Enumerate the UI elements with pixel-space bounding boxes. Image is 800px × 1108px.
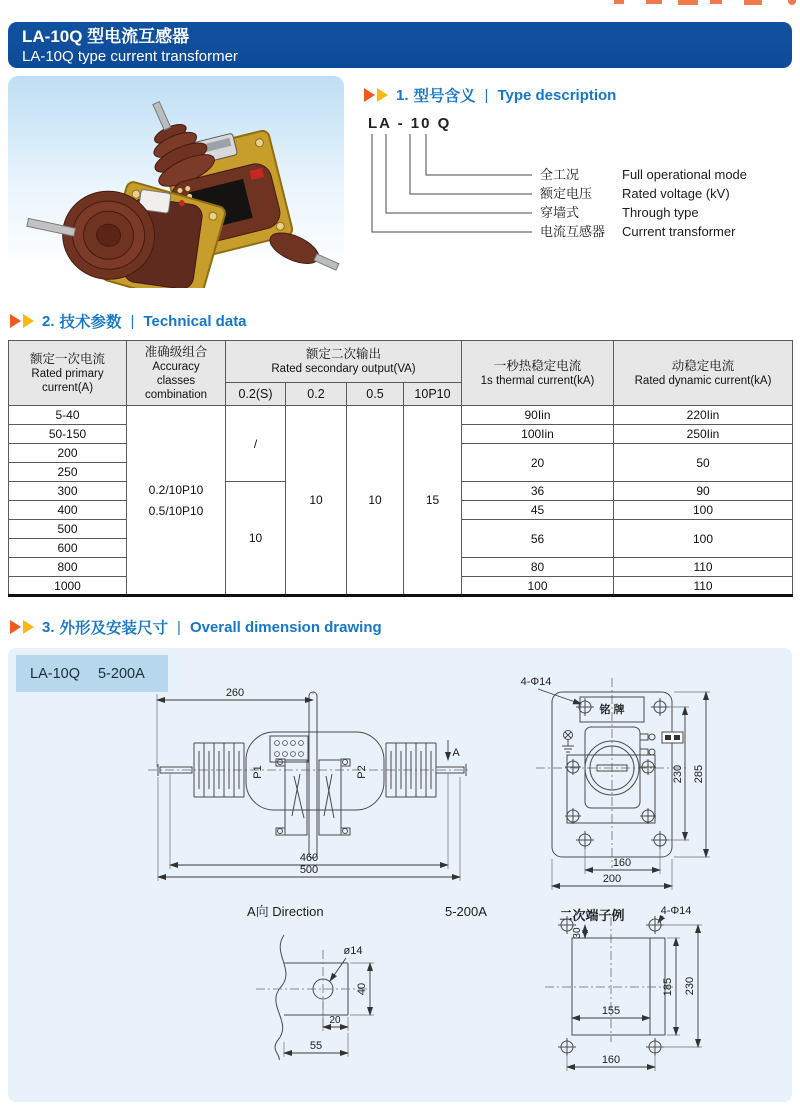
cell-primary: 50-150 bbox=[9, 425, 127, 444]
dim-40: 40 bbox=[356, 982, 368, 996]
heading-arrow-icon bbox=[23, 314, 34, 328]
product-photo bbox=[8, 76, 344, 288]
cell-primary: 600 bbox=[9, 539, 127, 558]
cell-thermal: 90Iin bbox=[462, 406, 614, 425]
dim-285: 285 bbox=[693, 764, 705, 784]
cell-02s-top: / bbox=[226, 406, 286, 482]
dim-155: 155 bbox=[601, 1005, 621, 1017]
dim-500: 500 bbox=[299, 864, 319, 876]
technical-data-table bbox=[8, 340, 793, 597]
a-direction-label: A向 Direction bbox=[247, 904, 324, 919]
cell-02: 10 bbox=[286, 406, 347, 596]
cell-dynamic: 110 bbox=[614, 558, 793, 577]
cell-primary: 400 bbox=[9, 501, 127, 520]
heading-arrow-icon bbox=[23, 620, 34, 634]
section-separator: | bbox=[130, 312, 135, 330]
cell-primary: 200 bbox=[9, 444, 127, 463]
legend-zh: 电流互感器 bbox=[540, 224, 606, 239]
legend-zh: 全工况 bbox=[540, 167, 580, 182]
dim-260: 260 bbox=[225, 687, 245, 699]
legend-en: Rated voltage (kV) bbox=[622, 186, 730, 201]
legend-zh: 穿墙式 bbox=[540, 205, 580, 220]
cell-thermal: 100Iin bbox=[462, 425, 614, 444]
cell-thermal: 56 bbox=[462, 520, 614, 558]
technical-data-table-wrap bbox=[8, 340, 792, 597]
page-top-fragment bbox=[710, 0, 722, 4]
product-title-bar bbox=[8, 22, 792, 68]
heading-arrow-icon bbox=[364, 88, 375, 102]
view-a-arrow-label: A bbox=[452, 747, 460, 759]
cell-primary: 300 bbox=[9, 482, 127, 501]
cell-dynamic: 250Iin bbox=[614, 425, 793, 444]
terminal-p1-label: P1 bbox=[252, 765, 264, 779]
cell-10p10: 15 bbox=[404, 406, 462, 596]
dim-30: 30 bbox=[572, 927, 583, 939]
dimension-drawing-panel bbox=[8, 648, 792, 1102]
drawing-range: 5-200A bbox=[97, 665, 145, 682]
hole-diameter-callout: ø14 bbox=[343, 945, 363, 957]
section-title-zh: 外形及安装尺寸 bbox=[59, 620, 169, 637]
drawing-model: LA-10Q bbox=[30, 665, 80, 682]
col-header-dynamic: 动稳定电流 Rated dynamic current(kA) bbox=[614, 341, 793, 406]
hole-callout: 4-Φ14 bbox=[520, 676, 552, 688]
col-header-primary: 额定一次电流 Rated primary current(A) bbox=[9, 341, 127, 406]
heading-arrow-icon bbox=[10, 314, 21, 328]
model-connector-lines bbox=[372, 134, 532, 232]
subcol-02: 0.2 bbox=[286, 383, 347, 406]
cell-02s-bottom: 10 bbox=[226, 482, 286, 596]
terminal-p2-label: P2 bbox=[356, 765, 368, 779]
section-title-en: Type description bbox=[497, 86, 617, 104]
section-2-heading bbox=[10, 310, 247, 332]
cell-thermal: 80 bbox=[462, 558, 614, 577]
page-top-fragment bbox=[788, 0, 796, 5]
section-3-heading bbox=[10, 616, 382, 638]
cell-primary: 1000 bbox=[9, 577, 127, 596]
product-title-zh: LA-10Q 型电流互感器 bbox=[22, 27, 190, 46]
cell-accuracy: 0.2/10P10 0.5/10P10 bbox=[127, 406, 226, 596]
section-separator: | bbox=[177, 618, 181, 636]
side-view-drawing bbox=[148, 687, 470, 881]
model-code-text: LA - 10 Q bbox=[368, 115, 452, 132]
model-legend bbox=[540, 167, 747, 239]
dim-230: 230 bbox=[672, 764, 684, 784]
page-top-fragment bbox=[744, 0, 762, 5]
section-title-en: Technical data bbox=[143, 312, 247, 330]
legend-en: Full operational mode bbox=[622, 167, 748, 182]
cell-dynamic: 90 bbox=[614, 482, 793, 501]
nameplate-label: 铭 牌 bbox=[599, 704, 625, 716]
page-top-fragment bbox=[614, 0, 624, 4]
section-number: 1. bbox=[396, 86, 409, 104]
dim-160: 160 bbox=[612, 857, 632, 869]
dim-200: 200 bbox=[602, 873, 622, 885]
cell-primary: 800 bbox=[9, 558, 127, 577]
product-title-en: LA-10Q type current transformer bbox=[22, 48, 238, 65]
section-title-zh: 型号含义 bbox=[413, 88, 476, 105]
dim-55: 55 bbox=[309, 1040, 323, 1052]
subcol-02s: 0.2(S) bbox=[226, 383, 286, 406]
section-1-heading bbox=[364, 84, 616, 106]
cell-primary: 500 bbox=[9, 520, 127, 539]
col-header-secondary-output: 额定二次输出 Rated secondary output(VA) bbox=[226, 341, 462, 383]
ground-symbol bbox=[562, 731, 574, 753]
cell-dynamic: 100 bbox=[614, 501, 793, 520]
dimension-drawings bbox=[8, 648, 792, 1102]
a-direction-drawing bbox=[247, 904, 487, 1060]
col-header-thermal: 一秒热稳定电流 1s thermal current(kA) bbox=[462, 341, 614, 406]
table-row bbox=[9, 406, 793, 425]
dim-185: 185 bbox=[662, 977, 674, 997]
cell-dynamic: 50 bbox=[614, 444, 793, 482]
cell-05: 10 bbox=[347, 406, 404, 596]
section-title-zh: 技术参数 bbox=[59, 314, 122, 331]
cell-thermal: 20 bbox=[462, 444, 614, 482]
col-header-accuracy: 准确级组合 Accuracy classes combination bbox=[127, 341, 226, 406]
legend-zh: 额定电压 bbox=[540, 186, 593, 201]
legend-en: Current transformer bbox=[622, 224, 736, 239]
table-header-row bbox=[9, 341, 793, 383]
hole-callout: 4-Φ14 bbox=[660, 905, 692, 917]
secondary-terminals bbox=[640, 732, 683, 755]
heading-arrow-icon bbox=[10, 620, 21, 634]
type-designation-diagram bbox=[360, 108, 792, 263]
subcol-10p10: 10P10 bbox=[404, 383, 462, 406]
dim-230: 230 bbox=[684, 976, 696, 996]
product-photo-illustration bbox=[8, 76, 344, 288]
subcol-05: 0.5 bbox=[347, 383, 404, 406]
secondary-terminal-drawing bbox=[545, 905, 702, 1071]
section-separator: | bbox=[484, 86, 489, 104]
cell-dynamic: 110 bbox=[614, 577, 793, 596]
inner-holes bbox=[565, 759, 656, 824]
cell-thermal: 100 bbox=[462, 577, 614, 596]
cell-primary: 250 bbox=[9, 463, 127, 482]
secondary-terminal-label: 二次端子例 bbox=[559, 908, 625, 923]
legend-en: Through type bbox=[622, 205, 699, 220]
section-number: 3. bbox=[42, 618, 55, 636]
dim-460: 460 bbox=[299, 852, 319, 864]
cell-thermal: 45 bbox=[462, 501, 614, 520]
range-mid-label: 5-200A bbox=[445, 904, 487, 919]
front-view-drawing bbox=[521, 676, 710, 890]
dim-20: 20 bbox=[329, 1015, 341, 1026]
page-top-fragment bbox=[646, 0, 662, 4]
cell-thermal: 36 bbox=[462, 482, 614, 501]
section-title-en: Overall dimension drawing bbox=[189, 618, 382, 636]
cell-primary: 5-40 bbox=[9, 406, 127, 425]
section-number: 2. bbox=[42, 312, 55, 330]
cell-dynamic: 220Iin bbox=[614, 406, 793, 425]
heading-arrow-icon bbox=[377, 88, 388, 102]
cell-dynamic: 100 bbox=[614, 520, 793, 558]
page-top-fragment bbox=[678, 0, 698, 5]
dim-160: 160 bbox=[601, 1054, 621, 1066]
